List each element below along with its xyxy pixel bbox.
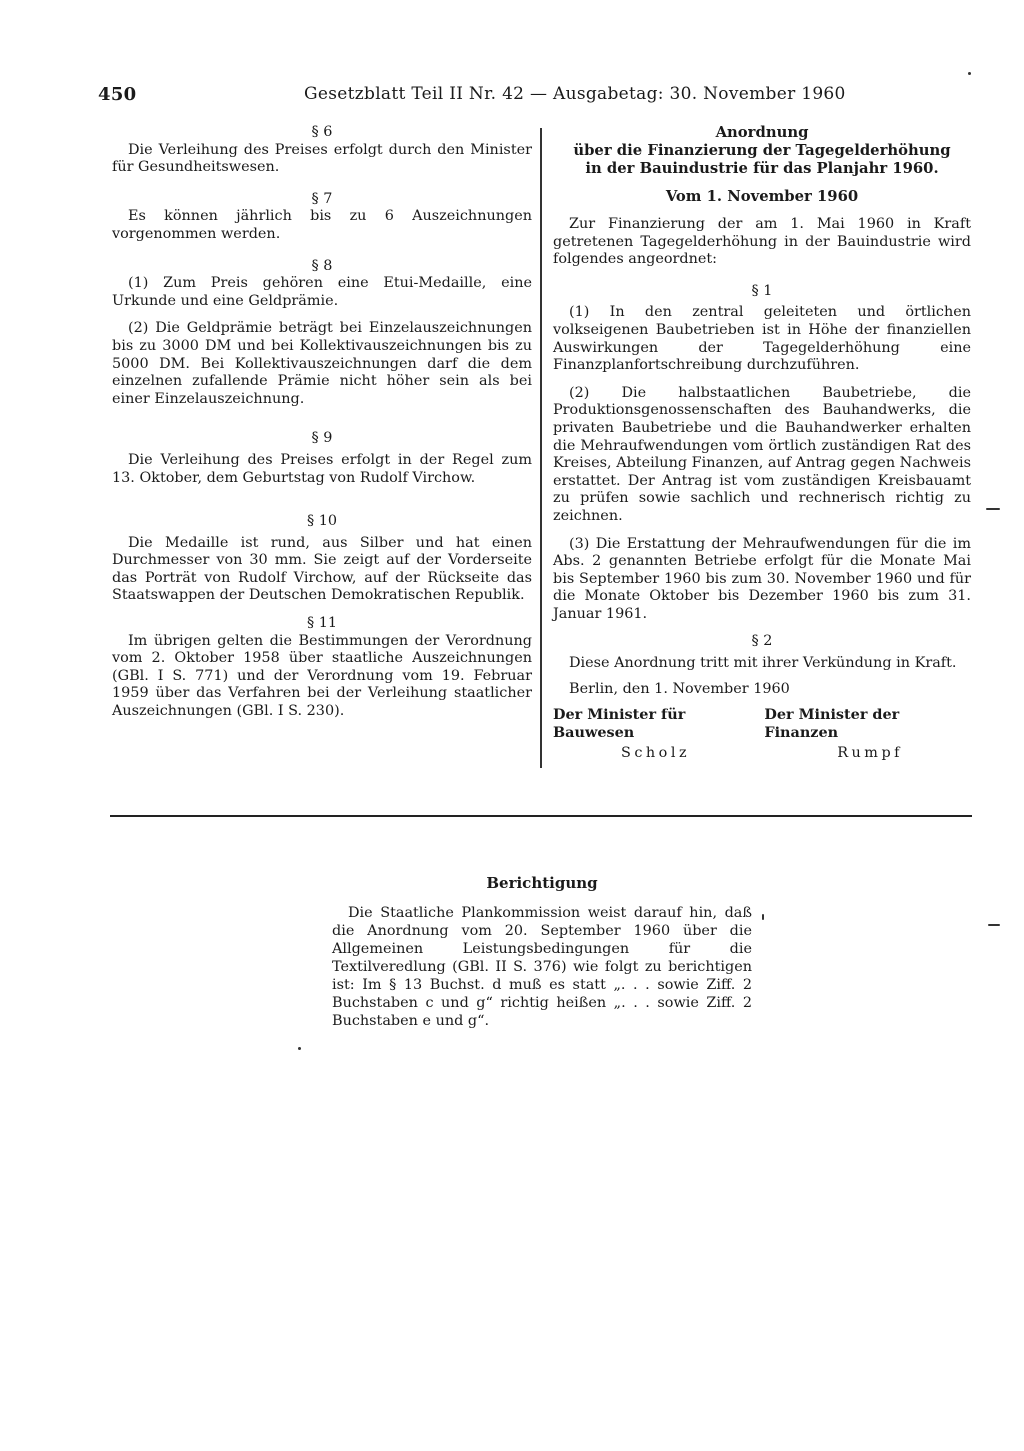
section-2-text: Diese Anordnung tritt mit ihrer Verkündung in Kraft. (569, 655, 957, 672)
section-1-paragraph-2: (2) Die halbstaatlichen Baubetriebe, die Produktionsgenossenschaften des Bauhandwerks, die privaten Baubetriebe und die Bauhandwerker erhalten die Mehraufwendungen vom örtlich zuständigen Rat des Kreises, Abteilung Finanzen, auf Antrag gegen Nachweis erstattet. Der Antrag ist vom zuständigen Kreisbauamt zu prüfen sowie sachlich und rechnerisch richtig zu zeichnen. (553, 384, 971, 524)
ordinance-title-line-2: über die Finanzierung der Tagegelderhöhung (573, 142, 951, 159)
ordinance-date: Vom 1. November 1960 (665, 188, 859, 205)
ordinance-title-line-3: in der Bauindustrie für das Planjahr 1960. (585, 160, 939, 177)
ordinance-title-line-1: Anordnung (715, 124, 809, 141)
signer-1-name: Scholz (621, 745, 691, 762)
section-1-paragraph-3: (3) Die Erstattung der Mehraufwendungen für die im Abs. 2 genannten Betriebe erfolgt für die Monate Mai bis September 1960 bis zum 30. November 1960 und für die Monate Oktober bis Dezember 1960 bis zum 31. Januar 1961. (553, 535, 971, 622)
section-10-text: Die Medaille ist rund, aus Silber und hat einen Durchmesser von 30 mm. Sie zeigt auf der Vorderseite das Porträt von Rudolf Virchow, auf der Rückseite das Staatswappen der Deutschen Demokratischen Republik. (112, 534, 532, 604)
horizontal-rule (110, 815, 972, 817)
erratum-title: Berichtigung (486, 874, 598, 892)
section-6-text: Die Verleihung des Preises erfolgt durch den Minister für Gesundheitswesen. (112, 141, 532, 176)
signature-names (553, 745, 971, 763)
section-heading-7: § 7 (311, 190, 333, 207)
section-7-text: Es können jährlich bis zu 6 Auszeichnungen vorgenommen werden. (112, 208, 532, 242)
section-heading-9: § 9 (311, 430, 333, 447)
section-8-paragraph-2: (2) Die Geldprämie beträgt bei Einzelauszeichnungen bis zu 3000 DM und bei Kollektivauszeichnungen bis zu 5000 DM. Bei Kollektivauszeichnungen darf die dem einzelnen zufallende Prämie nicht höher sein als bei einer Einzelauszeichnung. (112, 320, 532, 407)
scan-speck (986, 508, 1000, 510)
scan-speck (762, 914, 764, 920)
erratum-text: Die Staatliche Plankommission weist darauf hin, daß die Anordnung vom 20. September 1960 über die Allgemeinen Leistungsbedingungen für die Textilveredlung (GBl. II S. 376) wie folgt zu berichtigen ist: Im § 13 Buchst. d muß es statt „. . . sowie Ziff. 2 Buchstaben c und g“ richtig heißen „. . . sowie Ziff. 2 Buchstaben e und g“. (332, 905, 752, 1029)
scan-speck (298, 1047, 301, 1050)
header-title: Gesetzblatt Teil II Nr. 42 — Ausgabetag: 30. November 1960 (304, 84, 846, 104)
ordinance-intro: Zur Finanzierung der am 1. Mai 1960 in Kraft getretenen Tagegelderhöhung in der Bauindustrie wird folgendes angeordnet: (553, 216, 971, 268)
scan-speck (988, 924, 1000, 926)
section-8-paragraph-1: (1) Zum Preis gehören eine Etui-Medaille, eine Urkunde und eine Geldprämie. (112, 275, 532, 309)
signature-titles (553, 706, 971, 741)
page-number: 450 (98, 84, 137, 105)
section-heading-11: § 11 (306, 615, 338, 632)
section-heading-1: § 1 (751, 282, 773, 299)
place-and-date: Berlin, den 1. November 1960 (569, 680, 790, 697)
left-column (112, 124, 532, 721)
erratum-block (332, 874, 752, 1030)
page-header (98, 82, 846, 112)
section-11-text: Im übrigen gelten die Bestimmungen der Verordnung vom 2. Oktober 1958 über staatliche Auszeichnungen (GBl. I S. 771) und der Verordnung vom 19. Februar 1959 über das Verfahren bei der Verleihung staatlicher Auszeichnungen (GBl. I S. 230). (112, 632, 532, 720)
section-heading-2: § 2 (751, 633, 773, 650)
column-divider (540, 128, 542, 768)
section-heading-8: § 8 (311, 257, 333, 274)
scan-speck (968, 72, 971, 75)
signer-1-title: Der Minister für Bauwesen (553, 706, 686, 741)
section-9-text: Die Verleihung des Preises erfolgt in der Regel zum 13. Oktober, dem Geburtstag von Rudolf Virchow. (112, 451, 532, 486)
signer-2-name: Rumpf (837, 745, 903, 762)
section-heading-6: § 6 (311, 124, 333, 140)
signer-2-title: Der Minister der Finanzen (764, 706, 900, 741)
section-heading-10: § 10 (306, 513, 338, 530)
section-1-paragraph-1: (1) In den zentral geleiteten und örtlichen volkseigenen Baubetrieben ist in Höhe der finanziellen Auswirkungen der Tagegelderhöhung eine Finanzplanfortschreibung durchzuführen. (553, 304, 971, 374)
right-column (553, 124, 971, 763)
